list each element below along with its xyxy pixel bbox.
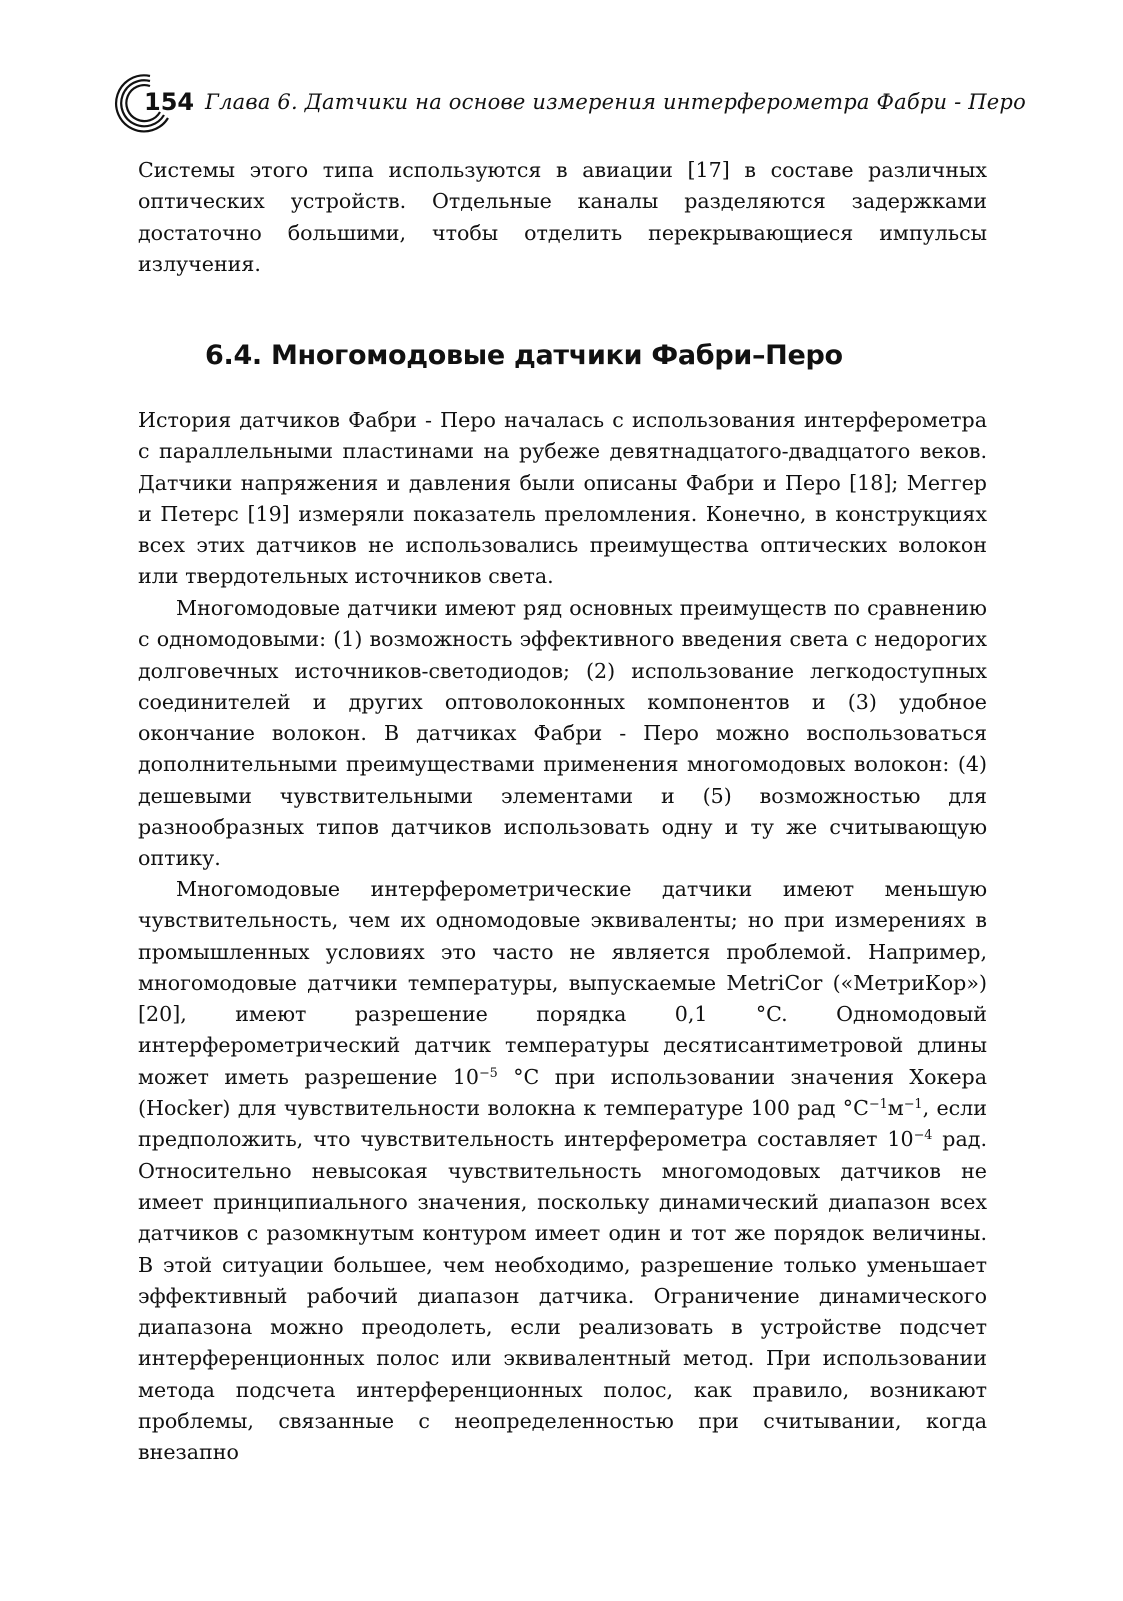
text-segment: м — [887, 1096, 904, 1121]
exponent: −1 — [868, 1097, 888, 1113]
paragraph-advantages: Многомодовые датчики имеют ряд основных преимуществ по сравнению с одномодовыми: (1) возможность эффективного введения света с недорогих долговечных источников-светодиодов; (2) использование легкодоступных соединителей и других оптоволоконных компонентов и (3) удобное окончание волокон. В датчиках Фабри - Перо можно воспользоваться дополнительными преимуществами применения многомодовых волокон: (4) дешевыми чувствительными элементами и (5) возможностью для разнообразных типов датчиков использовать одну и ту же считывающую оптику. — [138, 596, 987, 871]
page-number: 154 — [144, 88, 195, 116]
paragraph-sensitivity — [138, 874, 987, 1469]
page-header — [110, 70, 1026, 140]
exponent: −5 — [478, 1065, 498, 1081]
exponent: −1 — [903, 1097, 923, 1113]
text-segment: Многомодовые интерферометрические датчики имеют меньшую чувствительность, чем их одномодовые эквиваленты; но при измерениях в промышленных условиях это часто не является проблемой. Например, многомодовые датчики температуры, выпускаемые MetriCor («МетриКор») [20], имеют разрешение порядка 0,1 °C. Одномодовый интерферометрический датчик температуры десятисантиметровой длины может иметь разрешение 10 — [138, 877, 987, 1089]
paragraph-history: История датчиков Фабри - Перо началась с использования интерферометра с параллельными пластинами на рубеже девятнадцатого-двадцатого веков. Датчики напряжения и давления были описаны Фабри и Перо [18]; Меггер и Петерс [19] измеряли показатель преломления. Конечно, в конструкциях всех этих датчиков не использовались преимущества оптических волокон или твердотельных источников света. — [138, 408, 987, 589]
text-segment: рад. Относительно невысокая чувствительность многомодовых датчиков не имеет принципиального значения, поскольку динамический диапазон всех датчиков с разомкнутым контуром имеет один и тот же порядок величины. В этой ситуации большее, чем необходимо, разрешение только уменьшает эффективный рабочий диапазон датчика. Ограничение динамического диапазона можно преодолеть, если реализовать в устройстве подсчет интерференционных полос или эквивалентный метод. При использовании метода подсчета интерференционных полос, как правило, возникают проблемы, связанные с неопределенностью при считывании, когда внезапно — [138, 1127, 987, 1465]
running-title: Глава 6. Датчики на основе измерения интерферометра Фабри - Перо — [205, 90, 1026, 114]
text-segment: , если предположить, что чувствительность интерферометра составляет 10 — [138, 1096, 987, 1152]
exponent: −4 — [913, 1128, 933, 1144]
section-heading: 6.4. Многомодовые датчики Фабри–Перо — [205, 340, 843, 371]
intro-paragraph: Системы этого типа используются в авиации [17] в составе различных оптических устройств. Отдельные каналы разделяются задержками достаточно большими, чтобы отделить перекрывающиеся импульсы излучения. — [138, 158, 987, 276]
text-segment: °C при использовании значения Хокера (Hocker) для чувствительности волокна к температуре 100 рад °C — [138, 1064, 988, 1121]
